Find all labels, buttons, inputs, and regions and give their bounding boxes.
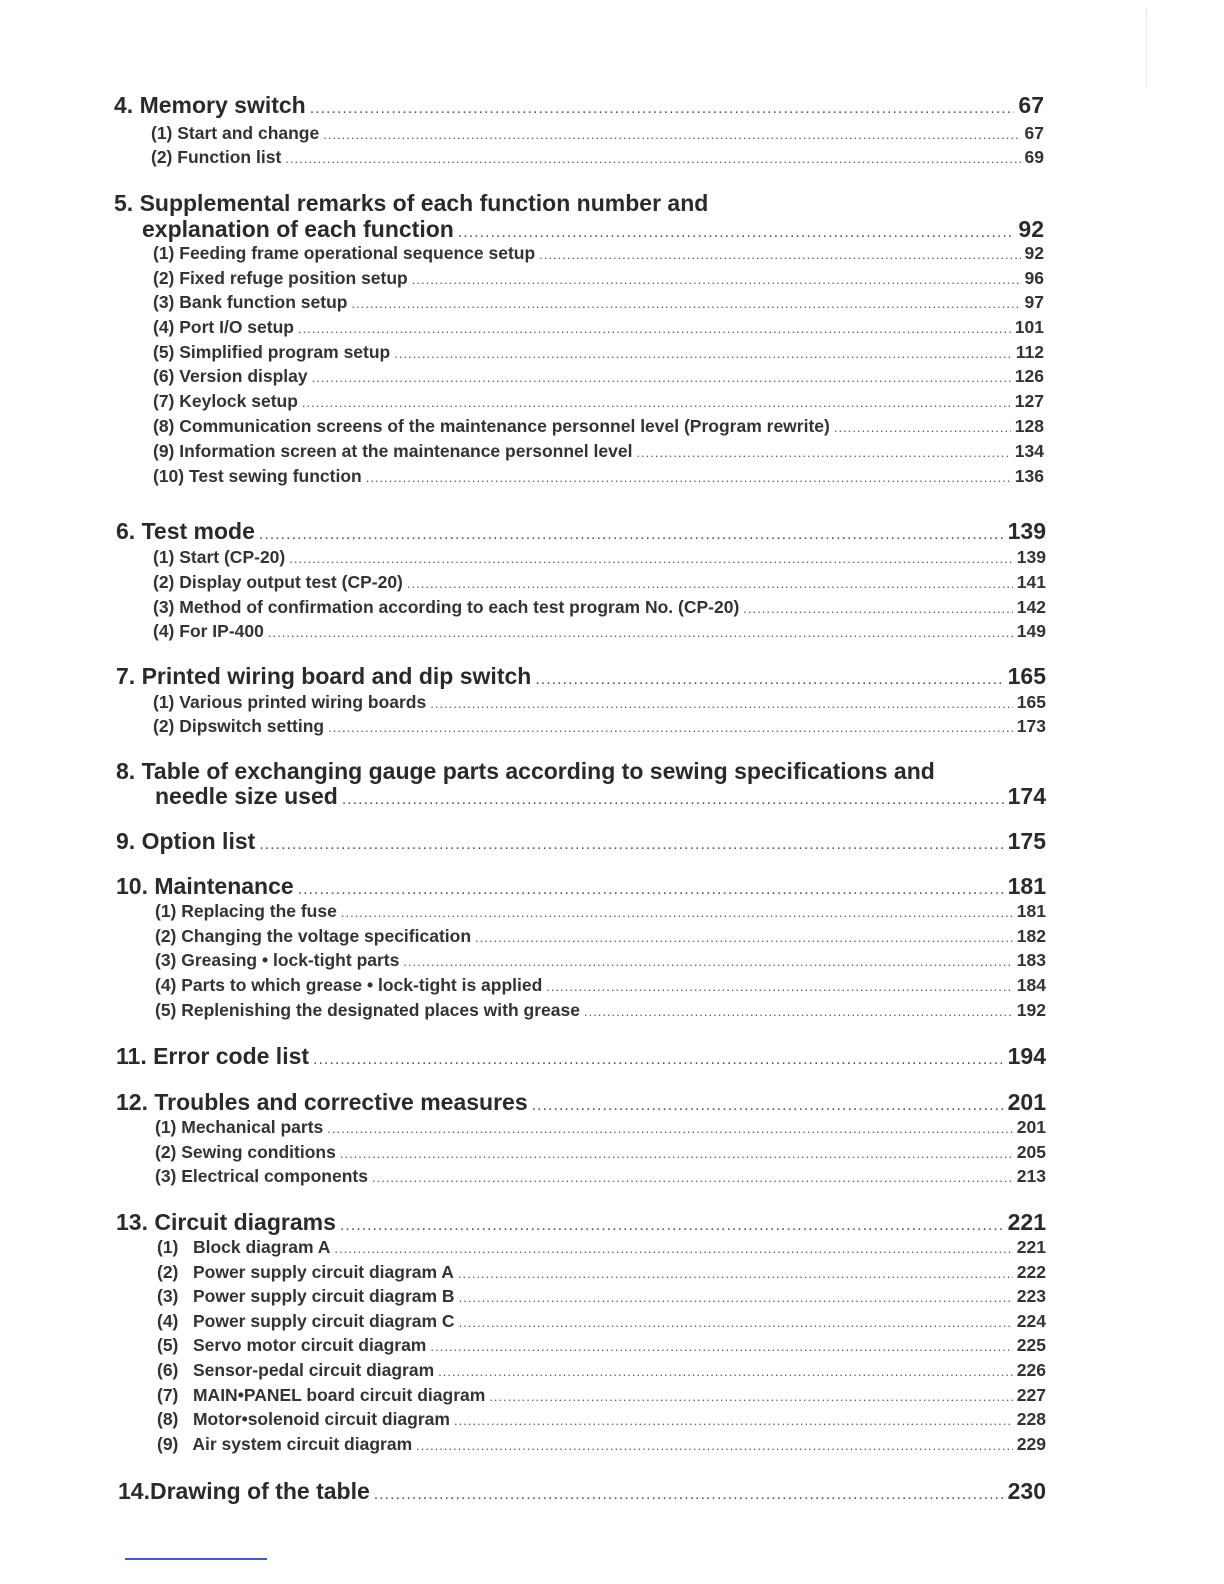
toc-leader	[328, 720, 1013, 735]
toc-subentry-method-of-confirmation[interactable]	[153, 597, 1046, 618]
toc-subentry-title: (3) Bank function setup	[153, 292, 348, 312]
toc-subentry-title: (1) Replacing the fuse	[155, 901, 337, 921]
toc-subentry-title: (3) Method of confirmation according to each test program No. (CP-20)	[153, 597, 740, 617]
toc-page-number: 139	[1007, 518, 1046, 544]
toc-entry-title: 4. Memory switch	[114, 92, 306, 118]
toc-leader	[327, 1121, 1013, 1136]
toc-leader	[334, 1241, 1012, 1256]
toc-subentry-communication-screens[interactable]	[153, 416, 1044, 437]
toc-subentry-title: (1) Start (CP-20)	[153, 547, 286, 567]
toc-subentry-voltage-spec[interactable]	[155, 926, 1046, 947]
toc-entry-title: explanation of each function	[142, 216, 454, 242]
toc-subentry-port-io[interactable]	[153, 317, 1044, 338]
toc-subentry-title: (7) Keylock setup	[153, 391, 298, 411]
toc-leader	[584, 1004, 1013, 1019]
toc-subentry-electrical-components[interactable]	[155, 1166, 1046, 1187]
toc-subentry-title: (1) Mechanical parts	[155, 1117, 324, 1137]
toc-subentry-title: (2) Power supply circuit diagram A	[157, 1262, 454, 1282]
toc-subentry-mechanical-parts[interactable]	[155, 1117, 1046, 1138]
toc-page-number: 127	[1014, 391, 1044, 411]
toc-subentry-bank-function[interactable]	[153, 292, 1044, 313]
toc-page-number: 228	[1016, 1409, 1046, 1429]
toc-leader	[834, 420, 1011, 435]
toc-leader	[341, 905, 1013, 920]
toc-subentry-sewing-conditions[interactable]	[155, 1142, 1046, 1163]
toc-entry-drawing-of-table[interactable]	[118, 1478, 1046, 1505]
toc-page-number: 101	[1014, 317, 1044, 337]
toc-page-number: 97	[1024, 292, 1044, 312]
toc-leader	[539, 247, 1020, 262]
toc-entry-title: 9. Option list	[116, 828, 256, 854]
toc-subentry-title: (2) Fixed refuge position setup	[153, 268, 408, 288]
toc-subentry-title: (7) MAIN•PANEL board circuit diagram	[157, 1385, 486, 1405]
toc-subentry-title: (4) Parts to which grease • lock-tight is applied	[155, 975, 543, 995]
toc-entry-error-code-list[interactable]	[116, 1043, 1046, 1070]
toc-subentry-title: (5) Servo motor circuit diagram	[157, 1335, 427, 1355]
toc-leader	[289, 551, 1013, 566]
toc-leader	[313, 1051, 1004, 1069]
toc-page-number: 92	[1024, 243, 1044, 263]
toc-leader	[416, 1438, 1013, 1453]
toc-page-number: 136	[1014, 466, 1044, 486]
toc-page-number: 69	[1024, 147, 1044, 167]
toc-page-number: 225	[1016, 1335, 1046, 1355]
toc-entry-printed-wiring-board[interactable]	[116, 663, 1046, 690]
toc-leader	[340, 1217, 1004, 1235]
toc-subentry-power-supply-a[interactable]	[157, 1262, 1046, 1283]
toc-subentry-dipswitch-setting[interactable]	[153, 716, 1046, 737]
toc-subentry-title: (8) Communication screens of the maintenance personnel level (Program rewrite)	[153, 416, 830, 436]
toc-subentry-title: (5) Replenishing the designated places with grease	[155, 1000, 580, 1020]
toc-page-number: 222	[1016, 1262, 1046, 1282]
toc-leader	[342, 791, 1004, 809]
toc-subentry-title: (2) Sewing conditions	[155, 1142, 336, 1162]
toc-subentry-display-output-test[interactable]	[153, 572, 1046, 593]
toc-subentry-title: (1) Various printed wiring boards	[153, 692, 427, 712]
toc-page-number: 221	[1007, 1209, 1046, 1235]
toc-leader	[459, 1315, 1013, 1330]
toc-page-number: 201	[1016, 1117, 1046, 1137]
toc-subentry-title: (9) Air system circuit diagram	[157, 1434, 413, 1454]
toc-entry-test-mode[interactable]	[116, 518, 1046, 545]
toc-leader	[340, 1146, 1013, 1161]
toc-page-number: 181	[1007, 873, 1046, 899]
toc-leader	[475, 930, 1013, 945]
toc-leader	[259, 836, 1003, 854]
toc-page-number: 141	[1016, 572, 1046, 592]
toc-page-number: 67	[1018, 92, 1044, 118]
toc-page-number: 201	[1007, 1089, 1046, 1115]
toc-entry-title: 10. Maintenance	[116, 873, 294, 899]
toc-entry-title: 12. Troubles and corrective measures	[116, 1089, 528, 1115]
toc-page-number: 192	[1016, 1000, 1046, 1020]
toc-leader	[351, 296, 1020, 311]
toc-subentry-main-panel[interactable]	[157, 1385, 1046, 1406]
toc-subentry-greasing[interactable]	[155, 950, 1046, 971]
toc-subentry-title: (1) Feeding frame operational sequence setup	[153, 243, 536, 263]
toc-subentry-feeding-frame[interactable]	[153, 243, 1044, 264]
toc-page-number: 175	[1007, 828, 1046, 854]
toc-subentry-title: (1) Start and change	[151, 123, 320, 143]
toc-page-number: 183	[1016, 950, 1046, 970]
toc-entry-title: 6. Test mode	[116, 518, 255, 544]
toc-page-number: 221	[1016, 1237, 1046, 1257]
toc-entry-option-list[interactable]	[116, 828, 1046, 855]
toc-subentry-keylock[interactable]	[153, 391, 1044, 412]
toc-entry-troubles[interactable]	[116, 1089, 1046, 1116]
toc-page-number: 230	[1007, 1478, 1046, 1504]
toc-entry-gauge-parts-line1[interactable]: 8. Table of exchanging gauge parts according to sewing specifications and	[116, 758, 935, 784]
toc-page-number: 126	[1014, 366, 1044, 386]
toc-page-number: 112	[1015, 342, 1044, 362]
toc-page-number: 92	[1018, 216, 1044, 242]
toc-page-number: 139	[1016, 547, 1046, 567]
toc-page-number: 165	[1016, 692, 1046, 712]
toc-page-number: 142	[1016, 597, 1046, 617]
toc-subentry-title: (2) Function list	[151, 147, 282, 167]
toc-page-number: 134	[1014, 441, 1044, 461]
toc-leader	[259, 526, 1004, 544]
toc-entry-title: 14.Drawing of the table	[118, 1478, 370, 1504]
toc-subentry-title: (5) Simplified program setup	[153, 342, 391, 362]
toc-leader	[412, 272, 1021, 287]
toc-page-number: 165	[1007, 663, 1046, 689]
toc-leader	[458, 224, 1015, 242]
toc-page-number: 149	[1016, 621, 1046, 641]
toc-entry-title: 13. Circuit diagrams	[116, 1209, 336, 1235]
toc-leader	[454, 1413, 1013, 1428]
toc-page-number: 223	[1016, 1286, 1046, 1306]
toc-subentry-sensor-pedal[interactable]	[157, 1360, 1046, 1381]
toc-leader	[532, 1097, 1004, 1115]
toc-subentry-block-diagram-a[interactable]	[157, 1237, 1046, 1258]
toc-subentry-title: (9) Information screen at the maintenance personnel level	[153, 441, 633, 461]
toc-entry-title: 7. Printed wiring board and dip switch	[116, 663, 532, 689]
toc-subentry-for-ip400[interactable]	[153, 621, 1046, 642]
toc-subentry-test-sewing[interactable]	[153, 466, 1044, 487]
toc-subentry-title: (6) Sensor-pedal circuit diagram	[157, 1360, 435, 1380]
toc-subentry-start-cp20[interactable]	[153, 547, 1046, 568]
toc-entry-gauge-parts[interactable]	[155, 783, 1046, 810]
footer-rule	[125, 1558, 267, 1560]
toc-leader	[636, 445, 1010, 460]
toc-page-number: 205	[1016, 1142, 1046, 1162]
toc-entry-circuit-diagrams[interactable]	[116, 1209, 1046, 1236]
toc-page-number: 224	[1016, 1311, 1046, 1331]
toc-leader	[743, 601, 1013, 616]
toc-page-number: 227	[1016, 1385, 1046, 1405]
toc-entry-supplemental-remarks-line1[interactable]: 5. Supplemental remarks of each function number and	[114, 190, 709, 216]
toc-subentry-function-list[interactable]	[151, 147, 1044, 168]
toc-subentry-simplified-program[interactable]	[153, 342, 1044, 363]
toc-subentry-title: (6) Version display	[153, 366, 308, 386]
toc-leader	[394, 346, 1012, 361]
toc-page-number: 173	[1016, 716, 1046, 736]
toc-subentry-title: (3) Power supply circuit diagram B	[157, 1286, 455, 1306]
toc-subentry-title: (10) Test sewing function	[153, 466, 362, 486]
toc-subentry-information-screen[interactable]	[153, 441, 1044, 462]
toc-page-number: 181	[1016, 901, 1046, 921]
toc-subentry-power-supply-b[interactable]	[157, 1286, 1046, 1307]
toc-subentry-title: (2) Display output test (CP-20)	[153, 572, 403, 592]
toc-page-number: 96	[1024, 268, 1044, 288]
toc-leader	[302, 395, 1011, 410]
toc-leader	[438, 1364, 1013, 1379]
toc-leader	[298, 881, 1004, 899]
toc-leader	[489, 1389, 1012, 1404]
scan-edge-mark	[1128, 8, 1147, 88]
toc-subentry-title: (8) Motor•solenoid circuit diagram	[157, 1409, 450, 1429]
toc-leader	[407, 576, 1013, 591]
toc-leader	[268, 625, 1013, 640]
toc-page-number: 67	[1024, 123, 1044, 143]
toc-entry-memory-switch[interactable]	[114, 92, 1044, 119]
toc-subentry-title: (3) Greasing • lock-tight parts	[155, 950, 400, 970]
toc-subentry-replenishing-grease[interactable]	[155, 1000, 1046, 1021]
toc-subentry-various-boards[interactable]	[153, 692, 1046, 713]
toc-subentry-title: (4) Port I/O setup	[153, 317, 294, 337]
toc-subentry-air-system[interactable]	[157, 1434, 1046, 1455]
toc-leader	[298, 321, 1011, 336]
toc-page-number: 213	[1016, 1166, 1046, 1186]
toc-subentry-title: (2) Changing the voltage specification	[155, 926, 472, 946]
toc-subentry-servo-motor[interactable]	[157, 1335, 1046, 1356]
toc-subentry-title: (4) For IP-400	[153, 621, 264, 641]
toc-page-number: 128	[1014, 416, 1044, 436]
toc-leader	[323, 127, 1020, 142]
toc-leader	[430, 696, 1013, 711]
toc-leader	[366, 470, 1011, 485]
toc-subentry-replacing-fuse[interactable]	[155, 901, 1046, 922]
toc-entry-maintenance[interactable]	[116, 873, 1046, 900]
toc-subentry-title: (3) Electrical components	[155, 1166, 368, 1186]
toc-leader	[459, 1290, 1013, 1305]
toc-subentry-version-display[interactable]	[153, 366, 1044, 387]
toc-page-number: 194	[1007, 1043, 1046, 1069]
toc-entry-title: needle size used	[155, 783, 338, 809]
toc-subentry-power-supply-c[interactable]	[157, 1311, 1046, 1332]
toc-subentry-title: (2) Dipswitch setting	[153, 716, 325, 736]
toc-subentry-motor-solenoid[interactable]	[157, 1409, 1046, 1430]
toc-leader	[546, 979, 1012, 994]
toc-leader	[310, 100, 1015, 118]
toc-page-number: 226	[1016, 1360, 1046, 1380]
toc-leader	[458, 1266, 1013, 1281]
toc-subentry-grease-parts[interactable]	[155, 975, 1046, 996]
toc-page-number: 182	[1016, 926, 1046, 946]
toc-entry-supplemental-remarks[interactable]	[142, 216, 1044, 243]
toc-subentry-start-and-change[interactable]	[151, 123, 1044, 144]
toc-leader	[430, 1339, 1012, 1354]
toc-leader	[372, 1170, 1013, 1185]
toc-page-number: 174	[1007, 783, 1046, 809]
toc-page-number: 184	[1016, 975, 1046, 995]
toc-leader	[535, 671, 1003, 689]
toc-leader	[374, 1486, 1004, 1504]
toc-subentry-title: (1) Block diagram A	[157, 1237, 331, 1257]
toc-leader	[312, 370, 1011, 385]
toc-leader	[403, 954, 1012, 969]
toc-entry-title: 11. Error code list	[116, 1043, 310, 1069]
toc-subentry-fixed-refuge[interactable]	[153, 268, 1044, 289]
toc-leader	[285, 151, 1020, 166]
toc-page-number: 229	[1016, 1434, 1046, 1454]
toc-subentry-title: (4) Power supply circuit diagram C	[157, 1311, 455, 1331]
